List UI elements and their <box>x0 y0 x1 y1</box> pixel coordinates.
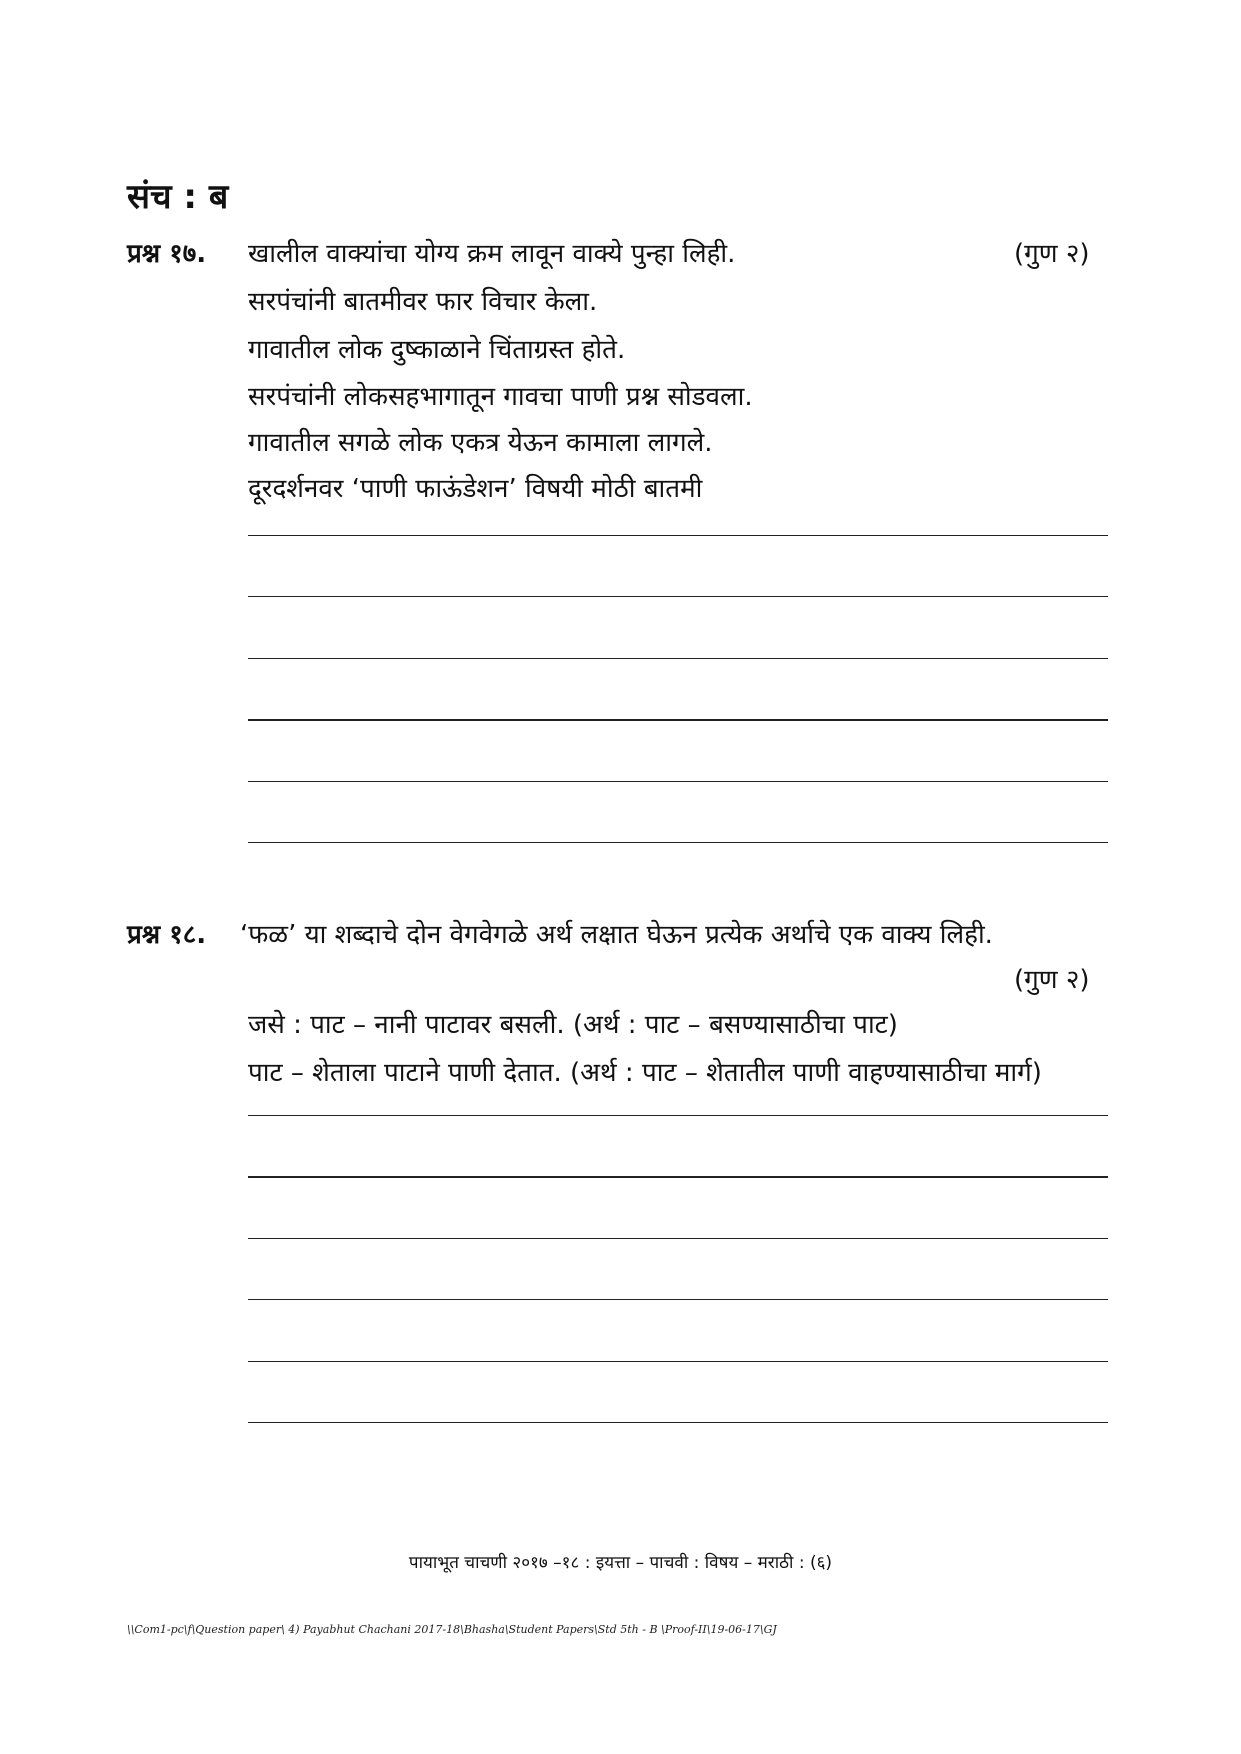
answer-line[interactable] <box>248 1115 1108 1116</box>
answer-line[interactable] <box>248 535 1108 536</box>
q17-sentence: सरपंचांनी बातमीवर फार विचार केला. <box>248 287 598 317</box>
set-title: संच : ब <box>127 177 229 217</box>
answer-line[interactable] <box>248 719 1108 721</box>
answer-line[interactable] <box>248 1176 1108 1178</box>
question-17-text: खालील वाक्यांचा योग्य क्रम लावून वाक्ये पुन्हा लिही. <box>248 239 736 269</box>
answer-line[interactable] <box>248 1422 1108 1423</box>
answer-line[interactable] <box>248 842 1108 843</box>
question-17-marks: (गुण २) <box>1014 239 1090 269</box>
question-18-label: प्रश्न १८. <box>127 920 207 950</box>
q18-example-2: पाट – शेताला पाटाने पाणी देतात. (अर्थ : पाट – शेतातील पाणी वाहण्यासाठीचा मार्ग) <box>248 1058 1042 1088</box>
answer-line[interactable] <box>248 1238 1108 1239</box>
answer-line[interactable] <box>248 1361 1108 1362</box>
answer-line[interactable] <box>248 1299 1108 1300</box>
q17-sentence: सरपंचांनी लोकसहभागातून गावचा पाणी प्रश्न सोडवला. <box>248 382 753 412</box>
answer-line[interactable] <box>248 596 1108 597</box>
question-18-text: ‘फळ’ या शब्दाचे दोन वेगवेगळे अर्थ लक्षात घेऊन प्रत्येक अर्थाचे एक वाक्य लिही. <box>240 920 993 950</box>
q17-sentence: गावातील लोक दुष्काळाने चिंताग्रस्त होते. <box>248 335 626 365</box>
q17-sentence: गावातील सगळे लोक एकत्र येऊन कामाला लागले. <box>248 428 713 458</box>
answer-line[interactable] <box>248 658 1108 659</box>
q17-sentence: दूरदर्शनवर ‘पाणी फाऊंडेशन’ विषयी मोठी बातमी <box>248 474 703 504</box>
answer-line[interactable] <box>248 781 1108 782</box>
question-17-label: प्रश्न १७. <box>127 239 207 269</box>
question-18-marks: (गुण २) <box>1014 965 1090 995</box>
page-footer: पायाभूत चाचणी २०१७ –१८ : इयत्ता – पाचवी : विषय – मराठी : (६) <box>408 1553 833 1573</box>
file-path: \\Com1-pc\f\Question paper\ 4) Payabhut Chachani 2017-18\Bhasha\Student Papers\Std 5th - B \Proof-II\19-06-17\GJ <box>127 1623 777 1636</box>
q18-example-1: जसे : पाट – नानी पाटावर बसली. (अर्थ : पाट – बसण्यासाठीचा पाट) <box>248 1010 898 1040</box>
